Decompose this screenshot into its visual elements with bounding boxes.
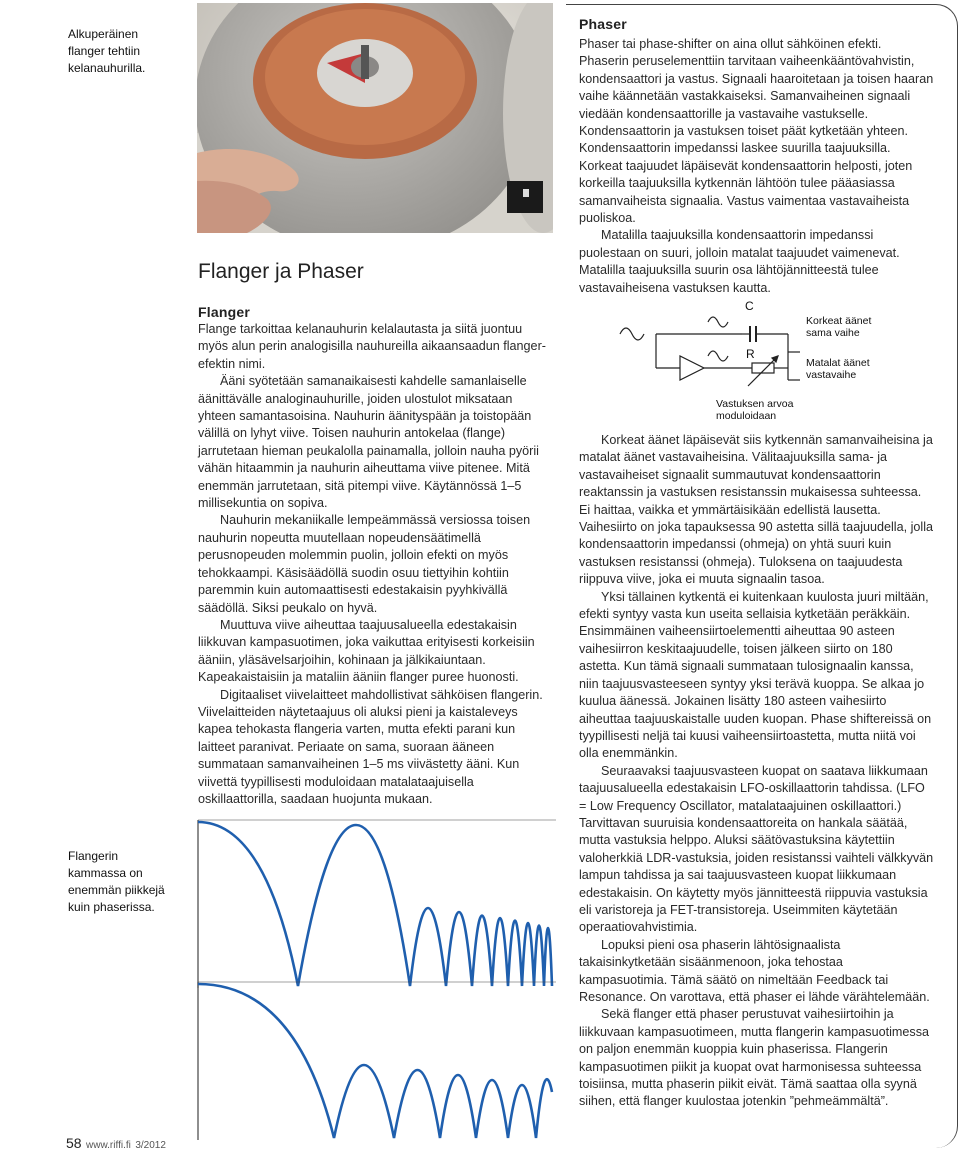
phaser-paragraph: Yksi tällainen kytkentä ei kuitenkaan kuulosta juuri miltään, efekti syntyy vasta kun useita sellaisia kytketään peräkkäin. Ensimmäinen vaiheensiirtoelementti aiheuttaa 90 asteen vaihesiirron keskitaajuudelle, toisen jälkeen siirto on 180 astetta. Kun tämä signaali summataan tulosignaalin kanssa, niin taajuusvasteeseen syntyy yksi terävä kuoppa. Se alkaa jo kuulua äänessä. Jokainen lisätty 180 asteen vaihesiirto aiheuttaa taajuuskaistalle uuden kuopan. Phase shiftereissä on tyypillisesti neljä tai kuusi vaiheensiirtoastetta, mutta niitä voi olla enemmänkin. xyxy=(579,589,932,761)
tape-reel-photo xyxy=(197,3,553,233)
phaser-body-bottom xyxy=(579,432,934,1111)
phaser-body-top xyxy=(579,36,934,297)
capacitor-label: C xyxy=(745,300,754,313)
article-title: Flanger ja Phaser xyxy=(198,260,364,283)
comb-caption: Flangerin kammassa on enemmän piikkejä kuin phaserissa. xyxy=(68,849,165,914)
phaser-paragraph: Phaser tai phase-shifter on aina ollut sähköinen efekti. Phaserin peruselementtiin tarvitaan vaiheenkääntövahvistin, kondensaattori ja vastus. Signaali haaroitetaan ja toisen haaran vaihe käännetään vastakkaiseksi. Samanvaiheinen signaali viedään kondensaattorille ja vastavaihe vastukselle. Kondensaattorin ja vastuksen toiset päät kytketään yhteen. Kondensaattorin impedanssi laskee suurilla taajuuksilla. Korkeat taajuudet läpäisevät kondensaattorin helposti, joten korkeilla taajuuksilla kytkennän lähtöön tulee pääasiassa samanvaiheista signaalia. Vastus vaimentaa vastavaiheista puoliskoa. xyxy=(579,37,934,226)
modulation-label: Vastuksen arvoa moduloidaan xyxy=(716,398,794,422)
phaser-paragraph: Lopuksi pieni osa phaserin lähtösignaalista takaisinkytketään sisäänmenoon, joka tehostaa kampasuotimia. Tämä säätö on nimeltään Feedback tai Resonance. On varottava, että phaser ei lähde värähtelemään. xyxy=(579,937,930,1004)
resistor-label: R xyxy=(746,347,755,361)
flanger-paragraph: Muuttuva viive aiheuttaa taajuusalueella edestakaisin liikkuvan kampasuotimen, joka vaikuttaa erityisesti korkeisiin ääniin, yläsävelsarjoihin, kohinaan ja jälkikaiuntaan. Kapeakaistaisiin ja mataliin ääniin flanger puree huonosti. xyxy=(198,617,535,685)
low-freq-label: Matalat äänet vastavaihe xyxy=(806,357,870,381)
page-footer xyxy=(66,1135,166,1153)
phaser-paragraph: Seuraavaksi taajuusvasteen kuopat on saatava liikkumaan taajuusalueella edestakaisin LFO-oskillaattorin tahdissa. (LFO = Low Frequency Oscillator, matalataajuinen oskillaattori.) Tarvittavan suuruisia kondensaattoreita on hankala säätää, mutta vastuksia helppo. Aluksi säätövastuksina käytettiin valoherkkiä LDR-vastuksia, joiden resistanssi vaihteli välkkyvän lampun tahdissa ja sai taajuusvasteen kuopat liikkumaan edestakaisin. On käytetty myös jännitteestä riippuvia vastuksia eli varistoreja ja FET-transistoreja. Useimmiten käytetään operaatiovahvistimia. xyxy=(579,763,934,935)
page-number: 58 xyxy=(66,1135,82,1151)
input-wave-icon xyxy=(620,328,644,340)
phaser-paragraph: Korkeat äänet läpäisevät siis kytkennän samanvaiheisina ja matalat äänet vastavaiheisina. Välitaajuuksilla sama- ja vastavaiheiset signaalit summautuvat kondensaattorin reaktanssin ja vastuksen resistanssin mukaisessa suhteessa. Ei haittaa, vaikka et ymmärtäisikään edellistä lausetta. Vaihesiirto on joka tapauksessa 90 astetta sillä taajuudella, jolla kondensaattorin impedanssi (ohmeja) on yhtä suuri kuin vastuksen resistanssi (ohmeja). Tuloksena on taajuudesta riippuva viive, joka ei muuta signaalin tasoa. xyxy=(579,433,934,587)
inverted-wave-icon xyxy=(708,351,728,361)
flanger-paragraph: Digitaaliset viivelaitteet mahdollistivat sähköisen flangerin. Viivelaitteiden näytetaajuus oli aluksi pieni ja kaistaleveys kapea tehokasta flangeria varten, mutta efekti parani kun laitteet paranivat. Periaate on sama, suoraan ääneen summataan samanvaiheinen 1–5 ms viivästetty ääni. Kun viivettä tyypillisesti moduloidaan matalataajuisella oskillaattorilla, saadaan huojunta mukaan. xyxy=(198,687,543,806)
flanger-heading: Flanger xyxy=(198,304,250,320)
flanger-body xyxy=(198,321,553,808)
phaser-paragraph: Matalilla taajuuksilla kondensaattorin impedanssi puolestaan on suuri, jolloin matalat taajuudet vaimenevat. Matalilla taajuuksilla suurin osa lähtöjännitteestä tulee vastavaiheisena vastuksen kautta. xyxy=(579,228,900,295)
phaser-heading: Phaser xyxy=(579,16,627,32)
flanger-paragraph: Nauhurin mekaniikalle lempeämmässä versiossa toisen nauhurin nopeutta muutellaan nopeudensäätimellä perusnopeuden molemmin puolin, jolloin efekti on myös tehokkaampi. Käsisäädöllä suodin osuu tiettyihin kohtiin paremmin kuin automaattisesti edestakaisin pyyhkivällä säädöllä. Siksi peukalo on hyvä. xyxy=(198,513,531,615)
in-phase-wave-icon xyxy=(708,317,728,327)
inverter-amplifier-icon xyxy=(680,356,704,380)
flanger-paragraph: Ääni syötetään samanaikaisesti kahdelle samanlaiselle äänittävälle analoginauhurille, joiden ulostulot miksataan yhteen samantasoisina. Nauhurin äänityspään ja toistopään välillä on lyhyt viive. Toisen nauhurin antokelaa (flange) jarrutetaan hieman peukalolla painamalla, jolloin nauha pyörii vähän hitaammin ja nauhurin aiheuttama viive pitenee. Mitä enemmän jarrutetaan, sitä pitempi viive. Käytännössä 1–5 millisekuntia on sopiva. xyxy=(198,374,539,511)
high-freq-label: Korkeat äänet sama vaihe xyxy=(806,315,872,339)
issue-number: 3/2012 xyxy=(135,1140,166,1151)
phaser-comb-diagram xyxy=(196,972,558,1142)
flanger-comb-diagram xyxy=(196,810,558,990)
flanger-comb-curve xyxy=(198,822,552,986)
phaser-comb-curve xyxy=(198,984,552,1138)
phaser-paragraph: Sekä flanger että phaser perustuvat vaihesiirtoihin ja liikkuvaan kampasuotimeen, mutta flangerin kampasuotimessa on paljon enemmän kuoppia kuin phaserissa. Flangerin kampasuotimen piikit ja kuopat ovat harmonisessa suhteessa toisiinsa, mutta phaserin piikit eivät. Tämä saattaa olla syynä siihen, että flanger kuulostaa jotenkin ”pehmeämmältä”. xyxy=(579,1007,929,1109)
photo-caption: Alkuperäinen flanger tehtiin kelanauhurilla. xyxy=(68,27,146,75)
site-url: www.riffi.fi xyxy=(86,1140,131,1151)
flanger-paragraph: Flange tarkoittaa kelanauhurin kelalautasta ja siitä juontuu myös alun perin analogisilla nauhureilla aikaansaadun flanger-efektin nimi. xyxy=(198,322,546,371)
